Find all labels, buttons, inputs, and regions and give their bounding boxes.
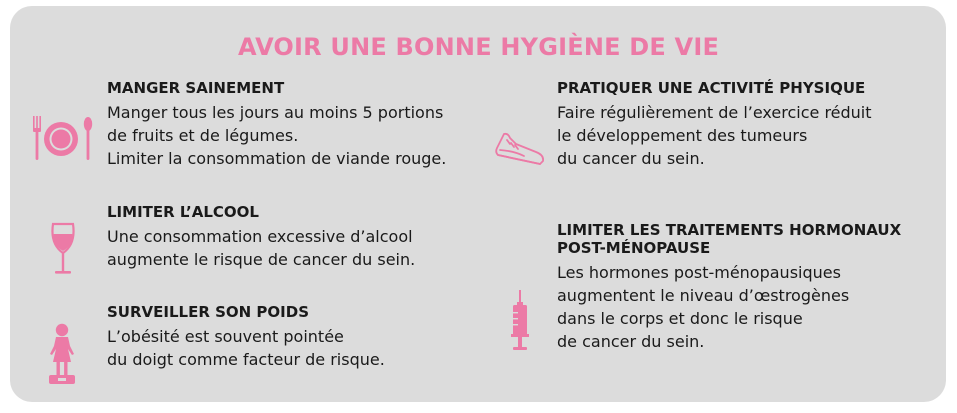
plate-utensils-icon: [30, 112, 96, 162]
wine-glass-icon: [49, 222, 77, 278]
section-weight-heading: SURVEILLER SON POIDS: [107, 303, 310, 321]
section-weight-text: L’obésité est souvent pointée du doigt comme facteur de risque.: [107, 327, 385, 369]
section-eat: [107, 79, 446, 170]
section-alcohol-heading: LIMITER L’ALCOOL: [107, 203, 259, 221]
syringe-icon: [509, 290, 531, 352]
sneaker-icon: [494, 128, 546, 168]
section-hormones-heading: LIMITER LES TRAITEMENTS HORMONAUX POST-MÉNOPAUSE: [557, 221, 902, 257]
section-activity-heading: PRATIQUER UNE ACTIVITÉ PHYSIQUE: [557, 79, 866, 97]
section-activity-text: Faire régulièrement de l’exercice réduit le développement des tumeurs du cancer du sein.: [557, 103, 872, 168]
section-alcohol-text: Une consommation excessive d’alcool augmente le risque de cancer du sein.: [107, 227, 416, 269]
section-hormones: [557, 221, 901, 353]
section-eat-heading: MANGER SAINEMENT: [107, 79, 285, 97]
section-activity: [557, 79, 872, 170]
person-on-scale-icon: [46, 322, 78, 386]
section-eat-text: Manger tous les jours au moins 5 portions de fruits et de légumes. Limiter la consommation de viande rouge.: [107, 103, 447, 168]
section-weight: [107, 303, 385, 371]
section-hormones-text: Les hormones post-ménopausiques augmentent le niveau d’œstrogènes dans le corps et donc le risque de cancer du sein.: [557, 263, 850, 351]
page-title: AVOIR UNE BONNE HYGIÈNE DE VIE: [237, 33, 720, 61]
section-alcohol: [107, 203, 415, 271]
